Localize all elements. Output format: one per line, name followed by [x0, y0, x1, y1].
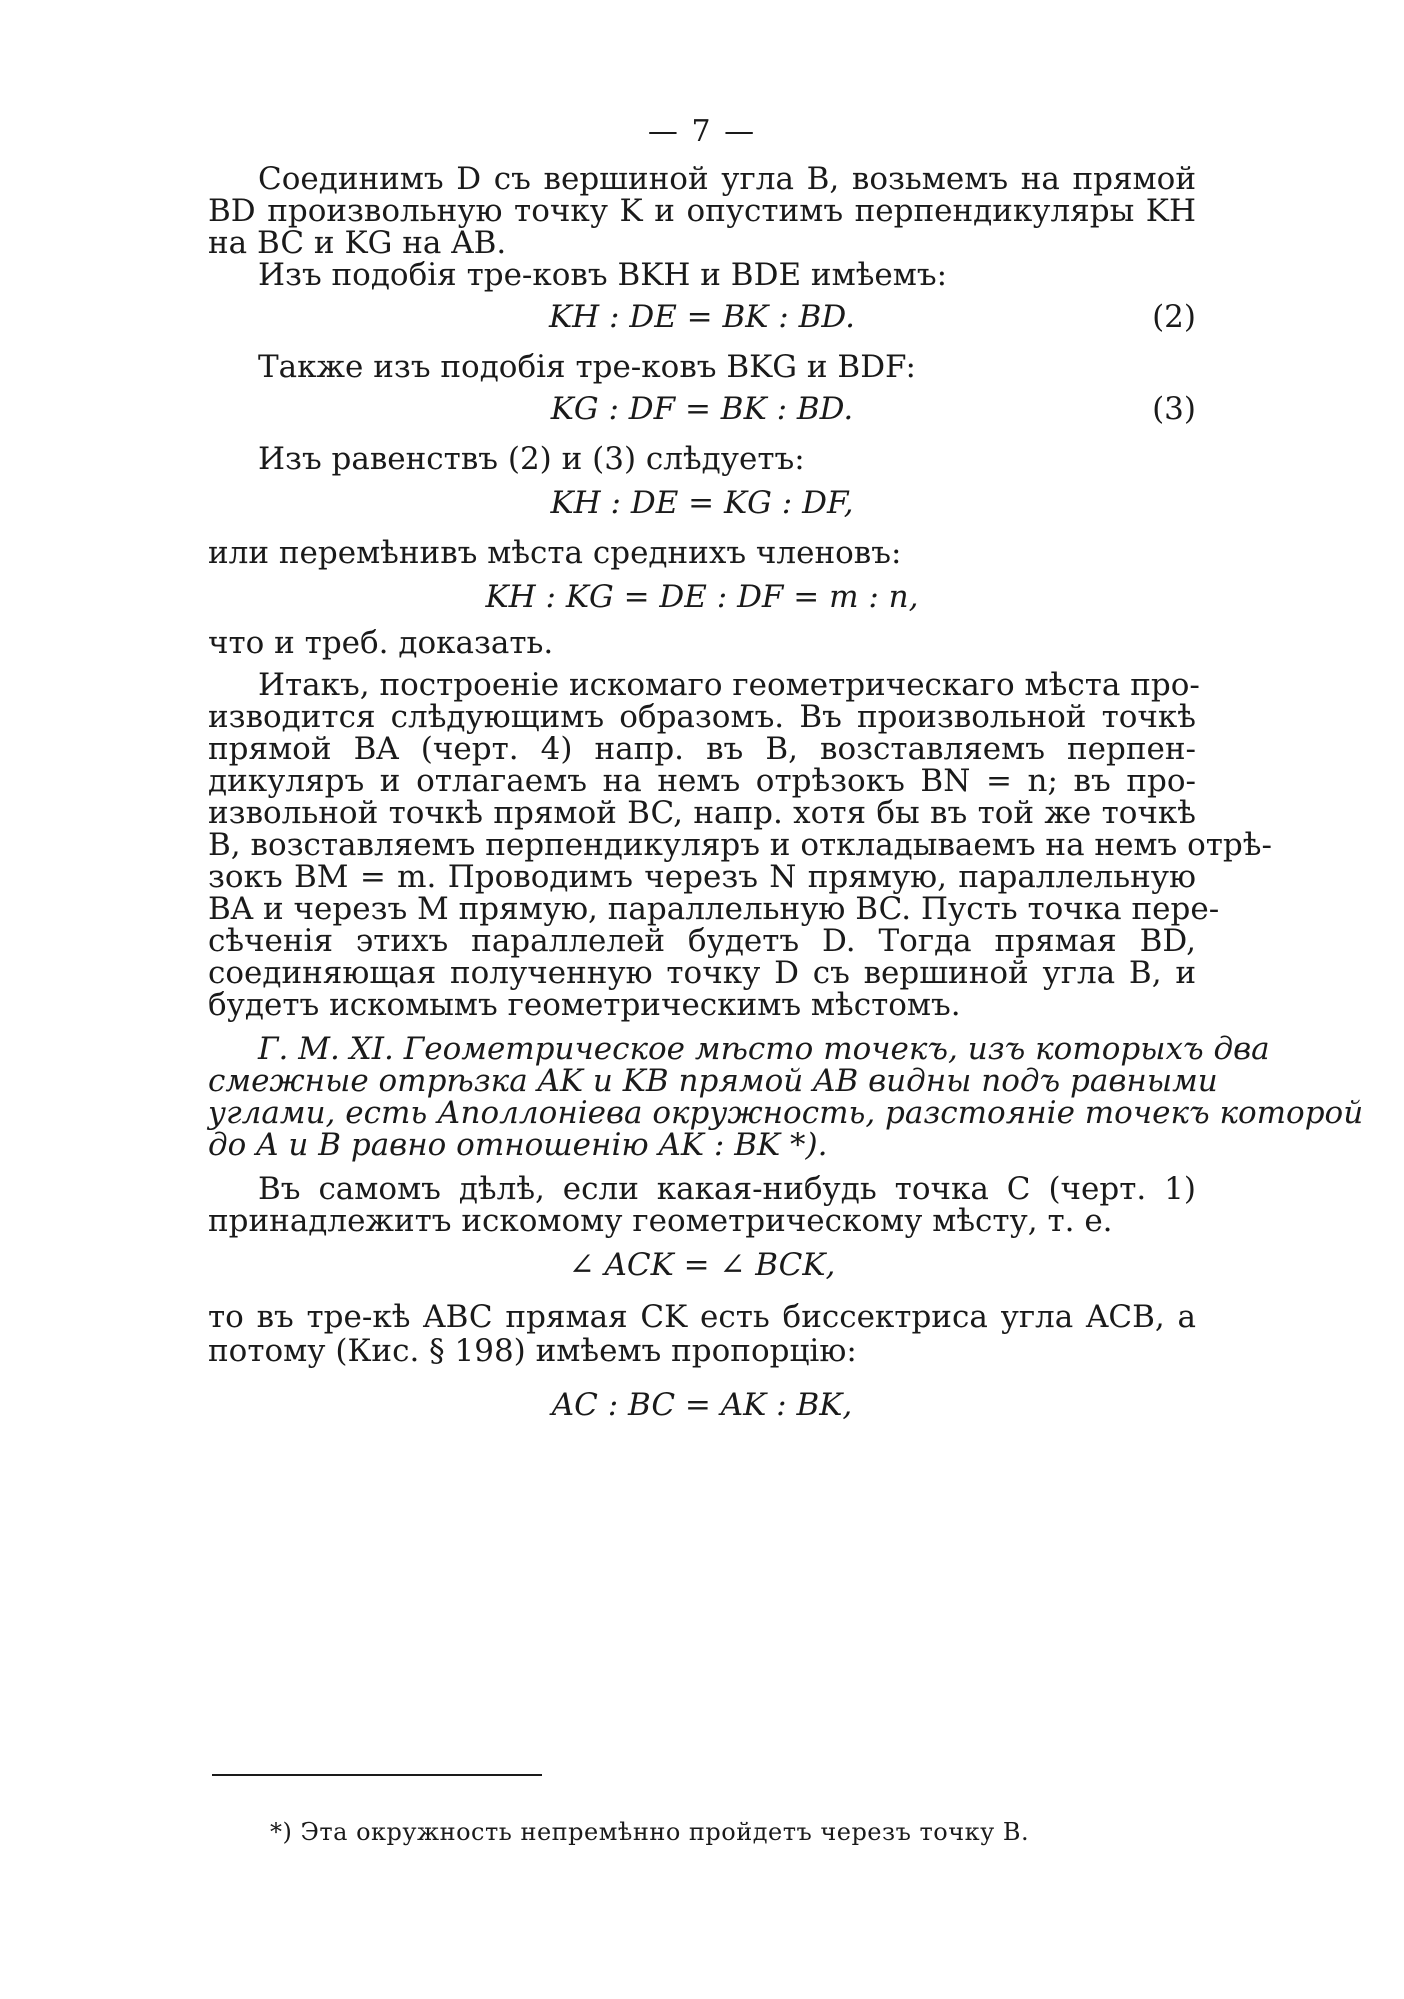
formula-text: KH : DE = BK : BD. [549, 299, 855, 335]
theorem-line: Г. М. XI. Геометрическое мѣсто точекъ, изъ которыхъ два [258, 1031, 1270, 1067]
text-line: что и треб. доказать. [208, 625, 554, 661]
text-line: Соединимъ D съ вершиной угла B, возьмемъ на прямой [258, 161, 1196, 197]
text-line: дикуляръ и отлагаемъ на немъ отрѣзокъ BN = n; въ про- [208, 763, 1196, 799]
text-line: Въ самомъ дѣлѣ, если какая-нибудь точка C (черт. 1) [258, 1171, 1196, 1207]
text-line: потому (Кис. § 198) имѣемъ пропорцію: [208, 1333, 857, 1369]
theorem-line: до A и B равно отношенію AK : BK *). [208, 1127, 828, 1163]
footnote-divider [212, 1774, 542, 1776]
text-line: Также изъ подобія тре-ковъ BKG и BDF: [258, 349, 916, 385]
formula-2 [0, 296, 1404, 338]
formula-text: ∠ ACK = ∠ BCK, [568, 1247, 836, 1283]
formula [0, 482, 1404, 524]
formula [0, 1384, 1404, 1426]
text-line: BA и черезъ M прямую, параллельную BC. Пусть точка пере- [208, 891, 1220, 927]
text-line: Изъ равенствъ (2) и (3) слѣдуетъ: [258, 441, 805, 477]
text-line: соединяющая полученную точку D съ вершиной угла B, и [208, 955, 1196, 991]
page-number: — 7 — [647, 114, 757, 149]
text-line: Изъ подобія тре-ковъ BKH и BDE имѣемъ: [258, 257, 948, 293]
equation-number: (3) [1152, 391, 1196, 427]
formula-text: KH : KG = DE : DF = m : n, [485, 579, 919, 615]
text-line: извольной точкѣ прямой BC, напр. хотя бы въ той же точкѣ [208, 795, 1196, 831]
text-line: Итакъ, построеніе искомаго геометрическаго мѣста про- [258, 667, 1200, 703]
text-line: принадлежитъ искомому геометрическому мѣсту, т. е. [208, 1203, 1113, 1239]
text-line: будетъ искомымъ геометрическимъ мѣстомъ. [208, 987, 961, 1023]
formula [0, 576, 1404, 618]
footnote: *) Эта окружность непремѣнно пройдетъ черезъ точку B. [270, 1818, 1030, 1846]
formula-text: AC : BC = AK : BK, [551, 1387, 853, 1423]
formula-3 [0, 388, 1404, 430]
text-line: то въ тре-кѣ ABC прямая CK есть биссектриса угла ACB, а [208, 1299, 1196, 1335]
formula [0, 1244, 1404, 1286]
text-line: B, возставляемъ перпендикуляръ и откладываемъ на немъ отрѣ- [208, 827, 1272, 863]
text-line: изводится слѣдующимъ образомъ. Въ произвольной точкѣ [208, 699, 1196, 735]
formula-text: KG : DF = BK : BD. [550, 391, 854, 427]
theorem-line: углами, есть Аполлоніева окружность, разстояніе точекъ которой [208, 1095, 1364, 1131]
text-line: BD произвольную точку K и опустимъ перпендикуляры KH [208, 193, 1196, 229]
formula-text: KH : DE = KG : DF, [550, 485, 854, 521]
theorem-line: смежные отрѣзка AK и KB прямой AB видны подъ равными [208, 1063, 1218, 1099]
text-line: сѣченія этихъ параллелей будетъ D. Тогда прямая BD, [208, 923, 1196, 959]
text-line: или перемѣнивъ мѣста среднихъ членовъ: [208, 535, 902, 571]
text-line: прямой BA (черт. 4) напр. въ B, возставляемъ перпен- [208, 731, 1196, 767]
text-line: зокъ BM = m. Проводимъ черезъ N прямую, параллельную [208, 859, 1196, 895]
text-line: на BC и KG на AB. [208, 225, 507, 261]
equation-number: (2) [1152, 299, 1196, 335]
